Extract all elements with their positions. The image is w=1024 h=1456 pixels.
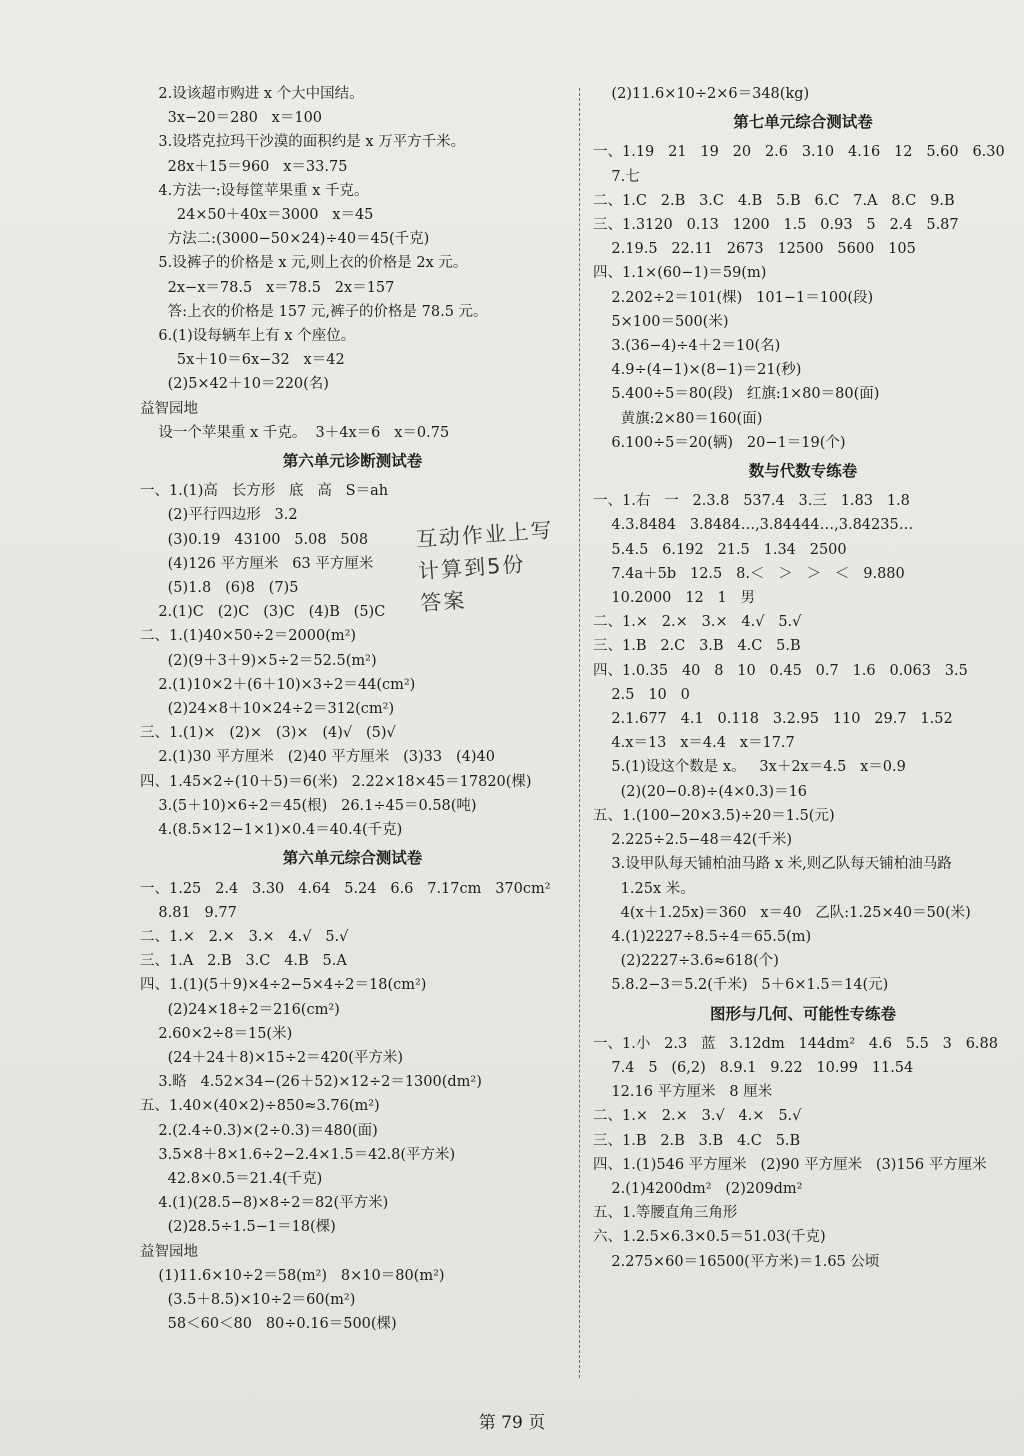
answer-line: 五、1.等腰直角三角形	[593, 1205, 738, 1222]
answer-line: (2)28.5÷1.5−1＝18(棵)	[140, 1219, 336, 1236]
answer-line: 3.略 4.52×34−(26＋52)×12÷2＝1300(dm²)	[140, 1074, 482, 1091]
answer-line: 5x＋10＝6x−32 x＝42	[140, 352, 345, 369]
answer-line: 2x−x＝78.5 x＝78.5 2x＝157	[140, 279, 395, 296]
answer-line: 三、1.(1)× (2)× (3)× (4)√ (5)√	[140, 725, 396, 742]
answer-line: 2.设该超市购进 x 个大中国结。	[140, 86, 364, 102]
answer-line: 7.4a＋5b 12.5 8.＜ ＞ ＞ ＜ 9.880	[593, 565, 905, 582]
answer-line: 5×100＝500(米)	[593, 313, 729, 330]
answer-line: (24＋24＋8)×15÷2＝420(平方米)	[140, 1049, 404, 1066]
answer-line: 一、1.(1)高 长方形 底 高 S＝ah	[140, 483, 389, 500]
answer-line: 六、1.2.5×6.3×0.5＝51.03(千克)	[593, 1229, 826, 1246]
answer-line: 2.19.5 22.11 2673 12500 5600 105	[593, 241, 916, 258]
handwriting-line: 答案	[419, 588, 468, 616]
answer-line: 3.设塔克拉玛干沙漠的面积约是 x 万平方千米。	[140, 134, 466, 151]
column-divider	[579, 88, 580, 1378]
answer-line: 10.2000 12 1 男	[593, 590, 756, 607]
answer-line: 2.(1)10×2＋(6＋10)×3÷2＝44(cm²)	[140, 676, 416, 693]
answer-line: 5.400÷5＝80(段) 红旗:1×80＝80(面)	[593, 386, 880, 403]
answer-line: (3.5＋8.5)×10÷2＝60(m²)	[140, 1291, 356, 1308]
answer-line: 3.(36−4)÷4＋2＝10(名)	[593, 338, 781, 355]
answer-line: 24×50＋40x＝3000 x＝45	[140, 207, 374, 224]
answer-line: 1.25x 米。	[593, 880, 695, 897]
section-title: 图形与几何、可能性专练卷	[709, 1004, 896, 1023]
answer-line: 方法二:(3000−50×24)÷40＝45(千克)	[140, 231, 430, 248]
answer-line: 五、1.40×(40×2)÷850≈3.76(m²)	[140, 1098, 380, 1115]
answer-line: 5.8.2−3＝5.2(千米) 5＋6×1.5＝14(元)	[593, 977, 889, 994]
answer-line: 一、1.19 21 19 20 2.6 3.10 4.16 12 5.60 6.30	[593, 144, 1005, 161]
answer-line: 2.1.677 4.1 0.118 3.2.95 110 29.7 1.52	[593, 711, 953, 728]
answer-line: 58＜60＜80 80÷0.16＝500(棵)	[140, 1316, 397, 1333]
answer-line: 5.4.5 6.192 21.5 1.34 2500	[593, 541, 847, 558]
answer-line: 3.设甲队每天铺柏油马路 x 米,则乙队每天铺柏油马路	[593, 856, 952, 873]
answer-line: 7.4 5 (6,2) 8.9.1 9.22 10.99 11.54	[593, 1059, 914, 1076]
answer-line: (2)平行四边形 3.2	[140, 507, 298, 524]
answer-line: 6.(1)设每辆车上有 x 个座位。	[140, 328, 356, 345]
answer-line: 4.3.8484 3.8484…,3.84444…,3.84235…	[593, 517, 914, 534]
answer-line: 2.202÷2＝101(棵) 101−1＝100(段)	[593, 289, 874, 306]
answer-line: 2.5 10 0	[593, 686, 690, 703]
answer-line: (2)24×8＋10×24÷2＝312(cm²)	[140, 701, 395, 718]
answer-line: 4.方法一:设每筐苹果重 x 千克。	[140, 182, 369, 199]
answer-line: 2.60×2÷8＝15(米)	[140, 1025, 293, 1042]
answer-line: (5)1.8 (6)8 (7)5	[140, 580, 299, 597]
answer-line: 三、1.B 2.B 3.B 4.C 5.B	[593, 1132, 801, 1149]
answer-line: (1)11.6×10÷2＝58(m²) 8×10＝80(m²)	[140, 1267, 445, 1284]
handwritten-note	[415, 513, 581, 620]
section-title: 第六单元综合测试卷	[282, 849, 423, 868]
answer-line: 4.(1)(28.5−8)×8÷2＝82(平方米)	[140, 1195, 389, 1212]
answer-line: (2)11.6×10÷2×6＝348(kg)	[593, 86, 810, 102]
answer-line: 3.5×8＋8×1.6÷2−2.4×1.5＝42.8(平方米)	[140, 1146, 456, 1163]
section-title: 第六单元诊断测试卷	[282, 452, 423, 471]
answer-line: 二、1.× 2.× 3.√ 4.× 5.√	[593, 1108, 802, 1125]
answer-line: 益智园地	[140, 400, 198, 417]
answer-line: 2.(2.4÷0.3)×(2÷0.3)＝480(面)	[140, 1122, 378, 1139]
answer-line: 四、1.0.35 40 8 10 0.45 0.7 1.6 0.063 3.5	[593, 662, 968, 679]
answer-line: 42.8×0.5＝21.4(千克)	[140, 1170, 323, 1187]
answer-line: 5.设裤子的价格是 x 元,则上衣的价格是 2x 元。	[140, 255, 468, 272]
answer-line: 4.(1)2227÷8.5÷4＝65.5(m)	[593, 928, 812, 945]
answer-line: 二、1.C 2.B 3.C 4.B 5.B 6.C 7.A 8.C 9.B	[593, 192, 955, 209]
answer-line: 一、1.25 2.4 3.30 4.64 5.24 6.6 7.17cm 370cm²	[140, 880, 551, 897]
answer-line: 四、1.45×2÷(10＋5)＝6(米) 2.22×18×45＝17820(棵)	[140, 773, 532, 790]
answer-line: (2)(9＋3＋9)×5÷2＝52.5(m²)	[140, 652, 377, 669]
answer-line: 4.x＝13 x＝4.4 x＝17.7	[593, 735, 795, 752]
section-title: 第七单元综合测试卷	[733, 113, 873, 132]
handwriting-line: 互动作业上写	[415, 518, 555, 552]
left-column	[140, 82, 565, 1336]
answer-line: 一、1.右 一 2.3.8 537.4 3.三 1.83 1.8	[593, 493, 910, 510]
answer-line: 2.225÷2.5−48＝42(千米)	[593, 832, 793, 849]
answer-line: (3)0.19 43100 5.08 508	[140, 531, 369, 548]
answer-line: 2.275×60＝16500(平方米)＝1.65 公顷	[593, 1253, 880, 1270]
answer-line: (2)2227÷3.6≈618(个)	[593, 953, 779, 970]
answer-line: 四、1.(1)546 平方厘米 (2)90 平方厘米 (3)156 平方厘米	[593, 1156, 987, 1173]
answer-line: 8.81 9.77	[140, 904, 237, 921]
answer-line: 设一个苹果重 x 千克。 3＋4x＝6 x＝0.75	[140, 424, 450, 441]
answer-line: 答:上衣的价格是 157 元,裤子的价格是 78.5 元。	[140, 303, 488, 320]
section-title: 数与代数专练卷	[748, 462, 858, 481]
answer-line: 三、1.A 2.B 3.C 4.B 5.A	[140, 953, 347, 970]
answer-line: 二、1.(1)40×50÷2＝2000(m²)	[140, 628, 357, 645]
answer-line: (2)5×42＋10＝220(名)	[140, 376, 329, 393]
answer-line: 6.100÷5＝20(辆) 20−1＝19(个)	[593, 434, 846, 451]
answer-line: 四、1.(1)(5＋9)×4÷2−5×4÷2＝18(cm²)	[140, 977, 427, 994]
answer-line: 3x−20＝280 x＝100	[140, 110, 323, 127]
answer-line: 2.(1)4200dm² (2)209dm²	[593, 1180, 803, 1197]
answer-line: 二、1.× 2.× 3.× 4.√ 5.√	[140, 928, 349, 945]
answer-line: 四、1.1×(60−1)＝59(m)	[593, 265, 767, 282]
answer-line: (4)126 平方厘米 63 平方厘米	[140, 555, 374, 572]
answer-line: 2.(1)C (2)C (3)C (4)B (5)C	[140, 604, 386, 621]
handwriting-line: 计算到5份	[417, 552, 527, 584]
answer-line: 三、1.3120 0.13 1200 1.5 0.93 5 2.4 5.87	[593, 217, 959, 234]
answer-line: (2)24×18÷2＝216(cm²)	[140, 1001, 340, 1018]
page-number: 第 79 页	[478, 1413, 546, 1433]
answer-line: 4.(8.5×12−1×1)×0.4＝40.4(千克)	[140, 822, 403, 839]
answer-line: 7.七	[593, 168, 640, 185]
answer-line: 一、1.小 2.3 蓝 3.12dm 144dm² 4.6 5.5 3 6.88	[593, 1035, 998, 1052]
answer-line: 二、1.× 2.× 3.× 4.√ 5.√	[593, 614, 802, 631]
answer-line: 12.16 平方厘米 8 厘米	[593, 1084, 773, 1101]
answer-line: 3.(5＋10)×6÷2＝45(根) 26.1÷45＝0.58(吨)	[140, 797, 477, 814]
answer-line: (2)(20−0.8)÷(4×0.3)＝16	[593, 783, 808, 800]
answer-line: 5.(1)设这个数是 x。 3x＋2x＝4.5 x＝0.9	[593, 759, 906, 776]
answer-line: 4(x＋1.25x)＝360 x＝40 乙队:1.25×40＝50(米)	[593, 904, 971, 921]
answer-line: 黄旗:2×80＝160(面)	[593, 410, 763, 427]
answer-line: 益智园地	[140, 1243, 198, 1260]
answer-line: 五、1.(100−20×3.5)÷20＝1.5(元)	[593, 807, 835, 824]
answer-line: 2.(1)30 平方厘米 (2)40 平方厘米 (3)33 (4)40	[140, 749, 495, 766]
answer-line: 28x＋15＝960 x＝33.75	[140, 158, 348, 175]
answer-line: 三、1.B 2.C 3.B 4.C 5.B	[593, 638, 801, 655]
answer-line: 4.9÷(4−1)×(8−1)＝21(秒)	[593, 362, 802, 379]
right-column	[593, 82, 1013, 1274]
